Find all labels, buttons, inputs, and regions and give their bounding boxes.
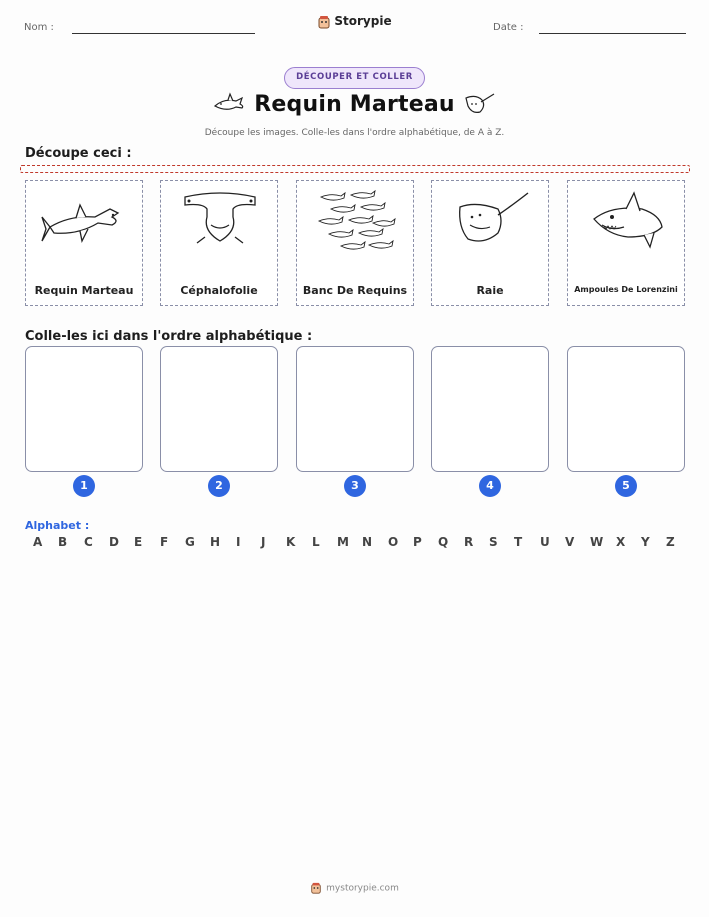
alphabet-letter: I [236,535,241,549]
cut-line [20,165,690,173]
instructions: Découpe les images. Colle-les dans l'ordre alphabétique, de A à Z. [204,128,505,138]
alphabet-letter: E [134,535,143,549]
card-label: Requin Marteau [34,284,134,297]
storypie-logo-icon [317,15,331,29]
cut-card[interactable] [567,180,685,306]
alphabet-letter: A [33,535,43,549]
paste-box[interactable] [567,346,685,472]
cut-section-label: Découpe ceci : [25,146,132,161]
cut-card[interactable] [431,180,549,306]
alphabet-letter: W [590,535,604,549]
alphabet-letter: C [84,535,93,549]
alphabet-letter: N [362,535,373,549]
card-label: Ampoules De Lorenzini [574,285,678,294]
alphabet-label: Alphabet : [25,519,90,532]
slot-number-badge: 3 [344,475,366,497]
alphabet-letter: L [312,535,320,549]
shark-school-icon [311,187,401,257]
alphabet-letter: J [261,535,266,549]
alphabet-letter: R [464,535,474,549]
alphabet-letter: Y [641,535,650,549]
worksheet-header [0,14,709,44]
footer-url[interactable]: mystorypie.com [326,883,399,894]
slot-number-badge: 1 [73,475,95,497]
alphabet-letter: P [413,535,422,549]
shark-head-icon [582,187,672,257]
name-line [72,33,255,34]
alphabet-letter: F [160,535,169,549]
slot-number-badge: 2 [208,475,230,497]
alphabet-row [27,535,687,551]
footer [0,882,709,894]
alphabet-letter: D [109,535,119,549]
alphabet-letter: M [337,535,349,549]
paste-box[interactable] [160,346,278,472]
alphabet-letter: O [388,535,399,549]
alphabet-letter: U [540,535,550,549]
slot-number-badge: 4 [479,475,501,497]
card-label: Banc De Requins [302,284,408,297]
card-label: Raie [476,284,504,297]
alphabet-letter: V [565,535,575,549]
paste-box[interactable] [431,346,549,472]
brand-logo [0,14,709,29]
date-label: Date : [493,22,524,33]
brand-name: Storypie [334,14,392,28]
paste-section-label: Colle-les ici dans l'ordre alphabétique : [25,329,313,344]
alphabet-letter: Z [666,535,675,549]
hammerhead-shark-icon [40,187,130,257]
alphabet-letter: H [210,535,221,549]
card-label: Céphalofolie [180,284,258,297]
alphabet-letter: Q [438,535,449,549]
alphabet-letter: S [489,535,498,549]
stingray-deco-icon [462,90,496,118]
activity-tag: DÉCOUPER ET COLLER [284,67,425,89]
cut-card[interactable] [160,180,278,306]
worksheet-title: Requin Marteau [254,92,455,117]
alphabet-letter: G [185,535,195,549]
storypie-logo-icon [310,882,322,894]
alphabet-letter: K [286,535,296,549]
name-label: Nom : [24,22,54,33]
alphabet-letter: X [616,535,626,549]
paste-box[interactable] [25,346,143,472]
cephalofoil-head-icon [175,187,265,257]
alphabet-letter: B [58,535,68,549]
stingray-icon [446,187,536,257]
alphabet-letter: T [514,535,523,549]
paste-box[interactable] [296,346,414,472]
slot-number-badge: 5 [615,475,637,497]
cut-card[interactable] [296,180,414,306]
date-line [539,33,686,34]
cut-card[interactable] [25,180,143,306]
